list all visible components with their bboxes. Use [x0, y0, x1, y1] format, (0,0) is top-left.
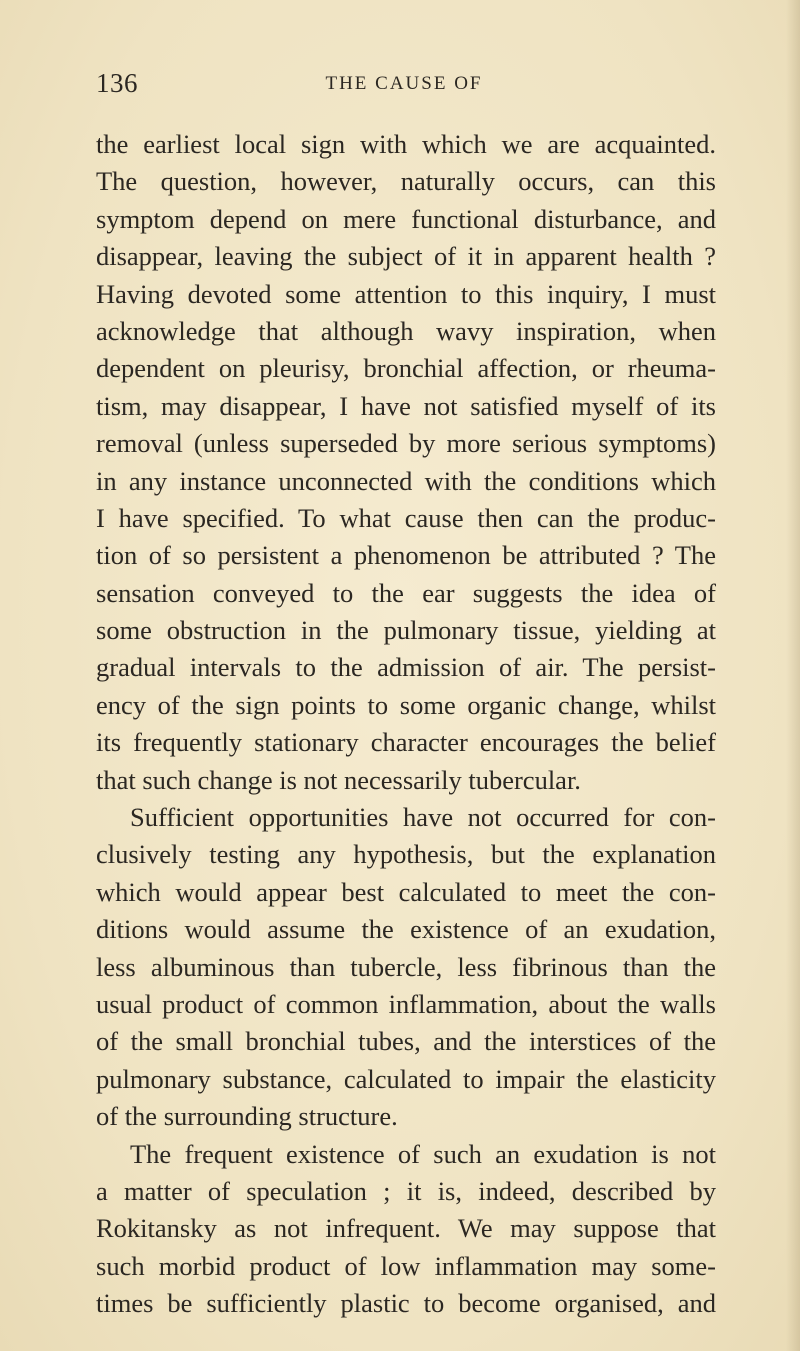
text-line: tion of so persistent a phenomenon be attributed ? The [96, 540, 716, 571]
text-line: usual product of common inflammation, about the walls [96, 988, 716, 1019]
text-line: of the small bronchial tubes, and the interstices of the [96, 1026, 716, 1057]
page-number: 136 [96, 68, 138, 98]
running-title: THE CAUSE OF [325, 73, 483, 94]
text-line: pulmonary substance, calculated to impair the elasticity [96, 1063, 716, 1094]
text-line: less albuminous than tubercle, less fibrinous than the [96, 951, 716, 982]
text-line: gradual intervals to the admission of air. The persist- [96, 652, 716, 683]
text-line: I have specified. To what cause then can the produc- [96, 502, 716, 533]
text-line: The question, however, naturally occurs, can this [96, 166, 716, 197]
text-line: sensation conveyed to the ear suggests the idea of [96, 577, 716, 608]
text-line: removal (unless superseded by more serious symptoms) [96, 428, 716, 459]
text-line: in any instance unconnected with the conditions which [96, 465, 716, 496]
text-line: symptom depend on mere functional disturbance, and [96, 203, 716, 234]
text-line: ency of the sign points to some organic change, whilst [96, 689, 716, 720]
text-line: disappear, leaving the subject of it in apparent health ? [96, 241, 716, 272]
text-line: that such change is not necessarily tubercular. [96, 764, 581, 795]
text-line: ditions would assume the existence of an exudation, [96, 914, 716, 945]
body-text [96, 126, 716, 1323]
text-line: Rokitansky as not infrequent. We may suppose that [96, 1213, 716, 1244]
text-line: The frequent existence of such an exudation is not [130, 1138, 716, 1169]
text-line: dependent on pleurisy, bronchial affection, or rheuma- [96, 353, 716, 384]
text-line: the earliest local sign with which we are acquainted. [96, 129, 716, 159]
page-edge-shadow [786, 0, 800, 1351]
text-line: clusively testing any hypothesis, but the explanation [96, 839, 716, 870]
text-line: Sufficient opportunities have not occurred for con- [130, 802, 716, 833]
text-line: of the surrounding structure. [96, 1101, 398, 1132]
text-line: such morbid product of low inflammation may some- [96, 1250, 716, 1281]
text-line: which would appear best calculated to meet the con- [96, 876, 716, 907]
text-line: times be sufficiently plastic to become organised, and [96, 1288, 716, 1319]
text-line: Having devoted some attention to this inquiry, I must [96, 278, 716, 309]
text-line: its frequently stationary character encourages the belief [96, 727, 716, 758]
text-line: acknowledge that although wavy inspiration, when [96, 315, 716, 346]
text-line: some obstruction in the pulmonary tissue, yielding at [96, 615, 716, 646]
text-line: tism, may disappear, I have not satisfied myself of its [96, 390, 716, 421]
page-header [96, 68, 712, 102]
text-line: a matter of speculation ; it is, indeed, described by [96, 1175, 716, 1206]
